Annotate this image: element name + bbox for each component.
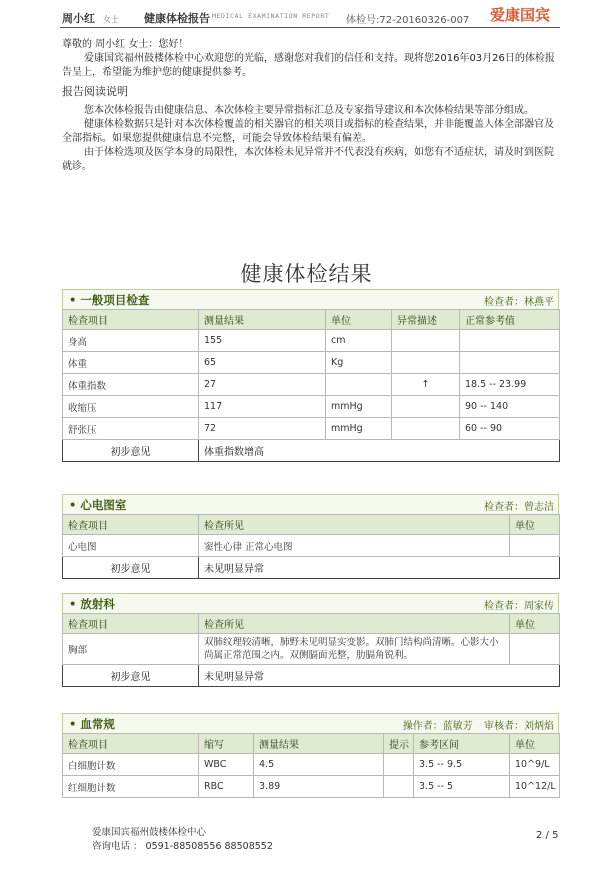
table-row <box>63 374 560 396</box>
cell: 窦性心律 正常心电图 <box>199 535 510 557</box>
cell: Kg <box>326 352 392 374</box>
bullet-icon: • <box>69 717 77 731</box>
guide-paragraph-1: 您本次体检报告由健康信息、本次体检主要异常指标汇总及专家指导建议和本次体检结果等部分组成。 <box>84 105 534 116</box>
cell: 心电图 <box>63 535 199 557</box>
general-table <box>62 309 560 462</box>
guide-paragraph-2: 健康体检数据只是针对本次体检覆盖的相关器官的相关项目或指标的检查结果，并非能覆盖人体全部器官及全部指标。如果您提供健康信息不完整，可能会导致体检结果有偏差。 <box>62 119 554 144</box>
section-ecg <box>62 494 559 579</box>
col-header: 检查项目 <box>63 515 199 535</box>
cell: 身高 <box>63 330 199 352</box>
greeting: 尊敬的 周小红 女士：您好！ <box>62 39 189 50</box>
summary-label: 初步意见 <box>63 440 199 462</box>
col-header: 单位 <box>326 310 392 330</box>
guide-title: 报告阅读说明 <box>62 85 128 98</box>
section-radiology <box>62 593 559 687</box>
cell <box>384 776 414 798</box>
summary-label: 初步意见 <box>63 557 199 579</box>
section-header <box>62 494 559 514</box>
table-header-row <box>63 515 560 535</box>
operator-reviewer <box>403 717 554 732</box>
operator: 操作者：蓝敏芳 <box>402 721 473 732</box>
cell: 10^9/L <box>510 754 560 776</box>
cell: 体重 <box>63 352 199 374</box>
report-title: 健康体检报告 <box>144 12 210 25</box>
cell <box>460 330 560 352</box>
cell: RBC <box>199 776 254 798</box>
cell: 胸部 <box>63 634 199 665</box>
col-header: 提示 <box>384 734 414 754</box>
table-row <box>63 634 560 665</box>
table-row <box>63 535 560 557</box>
col-header: 单位 <box>510 515 560 535</box>
page-number: 2 / 5 <box>536 830 559 841</box>
section-title: 心电图室 <box>80 498 127 512</box>
cell <box>326 374 392 396</box>
cell <box>510 634 560 665</box>
cell <box>392 396 460 418</box>
col-header: 测量结果 <box>199 310 326 330</box>
cell: 90 -- 140 <box>460 396 560 418</box>
abnormal-arrow-icon: ↑ <box>392 374 460 396</box>
footer-phone: 咨询电话 ： 0591-88508556 88508552 <box>92 841 273 852</box>
cell <box>392 418 460 440</box>
cell: 65 <box>199 352 326 374</box>
cell: 72 <box>199 418 326 440</box>
section-header <box>62 713 559 733</box>
section-general <box>62 289 559 462</box>
cell <box>392 330 460 352</box>
section-title: 一般项目检查 <box>80 293 150 307</box>
page-header <box>0 0 613 30</box>
patient-name: 周小红 女士 <box>62 12 119 25</box>
summary-row <box>63 557 560 579</box>
examiner: 检查者：曾志洁 <box>484 502 554 513</box>
summary-row <box>63 665 560 687</box>
report-title-en: MEDICAL EXAMINATION REPORT <box>212 12 330 20</box>
cell <box>384 754 414 776</box>
cell: 红细胞计数 <box>63 776 199 798</box>
cell: 3.5 -- 5 <box>414 776 510 798</box>
exam-number: 体检号:72-20160326-007 <box>346 15 470 26</box>
cell: 体重指数 <box>63 374 199 396</box>
cell: 10^12/L <box>510 776 560 798</box>
blood-table <box>62 733 560 798</box>
table-row <box>63 418 560 440</box>
bullet-icon: • <box>69 597 77 611</box>
cell: mmHg <box>326 396 392 418</box>
table-header-row <box>63 310 560 330</box>
col-header: 缩写 <box>199 734 254 754</box>
table-row <box>63 330 560 352</box>
guide-text <box>62 104 560 174</box>
results-title: 健康体检结果 <box>240 262 373 286</box>
patient-gender: 女士 <box>102 15 119 24</box>
table-row <box>63 776 560 798</box>
cell <box>392 352 460 374</box>
cell <box>510 535 560 557</box>
cell: WBC <box>199 754 254 776</box>
col-header: 检查所见 <box>199 515 510 535</box>
cell: 舒张压 <box>63 418 199 440</box>
welcome-text: 爱康国宾福州鼓楼体检中心欢迎您的光临，感谢您对我们的信任和支持。现将您2016年03月26日的体检报告呈上，希望能为维护您的健康提供参考。 <box>62 53 555 78</box>
cell: mmHg <box>326 418 392 440</box>
cell: 3.89 <box>254 776 384 798</box>
cell: cm <box>326 330 392 352</box>
intro-block <box>62 38 560 80</box>
col-header: 异常描述 <box>392 310 460 330</box>
col-header: 检查项目 <box>63 310 199 330</box>
summary-text: 未见明显异常 <box>199 557 560 579</box>
cell <box>460 352 560 374</box>
section-title: 放射科 <box>80 597 115 611</box>
col-header: 检查项目 <box>63 614 199 634</box>
table-row <box>63 754 560 776</box>
table-header-row <box>63 614 560 634</box>
col-header: 参考区间 <box>414 734 510 754</box>
examiner: 检查者：周家传 <box>484 601 554 612</box>
cell: 60 -- 90 <box>460 418 560 440</box>
cell: 收缩压 <box>63 396 199 418</box>
examiner: 检查者：林燕平 <box>484 297 554 308</box>
cell: 4.5 <box>254 754 384 776</box>
cell: 双肺纹理较清晰，肺野未见明显实变影。双肺门结构尚清晰。心影大小尚属正常范围之内。双侧膈面光整，肋膈角锐利。 <box>199 634 510 665</box>
section-blood <box>62 713 559 798</box>
table-row <box>63 352 560 374</box>
bullet-icon: • <box>69 293 77 307</box>
col-header: 检查所见 <box>199 614 510 634</box>
table-header-row <box>63 734 560 754</box>
brand-logo: 爱康国宾 <box>490 6 551 24</box>
cell: 3.5 -- 9.5 <box>414 754 510 776</box>
cell: 27 <box>199 374 326 396</box>
col-header: 测量结果 <box>254 734 384 754</box>
guide-paragraph-3: 由于体检选项及医学本身的局限性，本次体检未见异常并不代表没有疾病，如您有不适症状，请及时到医院就诊。 <box>62 147 554 172</box>
cell: 18.5 -- 23.99 <box>460 374 560 396</box>
section-header <box>62 593 559 613</box>
col-header: 正常参考值 <box>460 310 560 330</box>
bullet-icon: • <box>69 498 77 512</box>
summary-label: 初步意见 <box>63 665 199 687</box>
col-header: 检查项目 <box>63 734 199 754</box>
summary-row <box>63 440 560 462</box>
summary-text: 体重指数增高 <box>199 440 560 462</box>
col-header: 单位 <box>510 734 560 754</box>
cell: 白细胞计数 <box>63 754 199 776</box>
ecg-table <box>62 514 560 579</box>
col-header: 单位 <box>510 614 560 634</box>
section-title: 血常规 <box>80 717 115 731</box>
cell: 117 <box>199 396 326 418</box>
footer-center-name: 爱康国宾福州鼓楼体检中心 <box>92 827 207 838</box>
table-row <box>63 396 560 418</box>
cell: 155 <box>199 330 326 352</box>
reviewer: 审核者：刘炳焰 <box>484 721 554 732</box>
header-divider <box>60 27 560 28</box>
section-header <box>62 289 559 309</box>
radiology-table <box>62 613 560 687</box>
summary-text: 未见明显异常 <box>199 665 560 687</box>
